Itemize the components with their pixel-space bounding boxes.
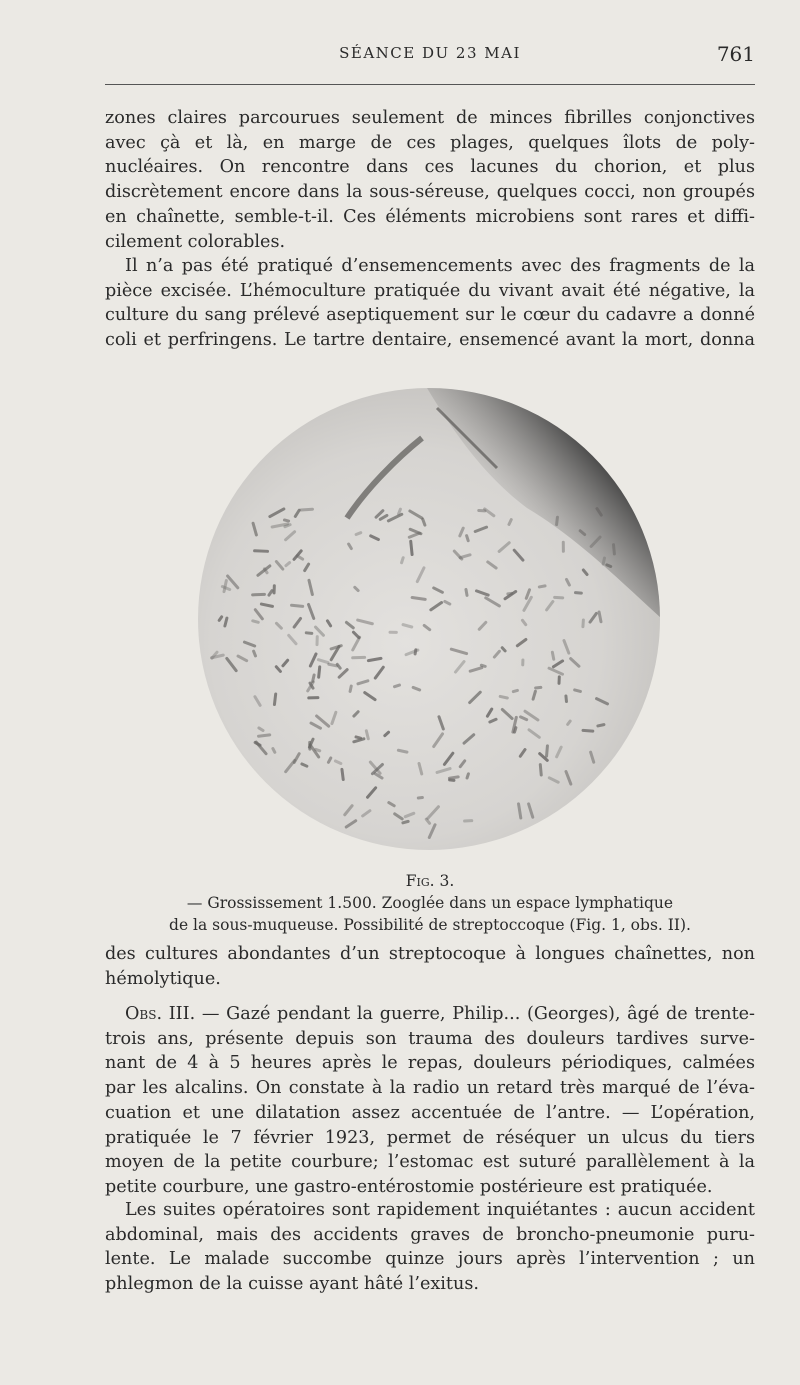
paragraph-5 [105,1198,755,1297]
bacterium-mark [449,777,458,778]
bacterium-mark [557,517,558,524]
text-line: moyen de la petite courbure; l’estomac est suturé parallèlement à la [105,1152,755,1173]
text-line: en chaînette, semble-t-il. Ces éléments microbiens sont rares et diffi- [105,206,755,227]
page-number: 761 [716,42,755,66]
text-line: phlegmon de la cuisse ayant hâté l’exitus. [105,1274,479,1295]
bacterium-mark [467,774,468,778]
bacterium-mark [329,664,337,666]
text-line: cuation et une dilatation assez accentuée de l’antre. — L’opération, [105,1102,755,1123]
bacterium-mark [253,621,259,622]
text-line: pièce excisée. L’hémoculture pratiquée du vivant avait été négative, la [105,280,755,301]
bacterium-mark [466,589,467,595]
bacterium-mark [598,725,604,726]
bacterium-mark [284,520,288,521]
bacterium-mark [603,558,604,564]
text-line: coli et perfringens. Le tartre dentaire, ensemencé avant la mort, donna [105,330,755,351]
bacterium-mark [575,690,581,692]
bacterium-mark [328,758,330,762]
bacterium-mark [500,696,507,698]
bacterium-mark [274,694,275,705]
bacterium-mark [547,746,548,756]
text-line: nucléaires. On rencontre dans ces lacunes du chorion, et plus [105,157,755,178]
bacterium-mark [366,731,368,739]
figure-label: Fig. 3. [405,872,455,890]
header-rule [105,84,755,85]
text-line: cilement colorables. [105,231,286,252]
running-title: SÉANCE DU 23 MAI [339,44,521,62]
bacterium-mark [568,721,571,724]
page-header [105,44,755,74]
bacterium-mark [583,730,593,731]
text-line: petite courbure, une gastro-entérostomie postérieure est pratiquée. [105,1176,713,1197]
bacterium-mark [259,735,270,736]
text-line: avec çà et là, en marge de ces plages, quelques îlots de poly- [105,132,755,153]
bacterium-mark [255,551,268,552]
text-line: zones claires parcourues seulement de minces fibrilles conjonctives [105,108,755,128]
bacterium-mark [350,686,351,691]
text-line: abdominal, mais des accidents graves de broncho-pneumonie puru- [105,1224,755,1245]
text-line: par les alcalins. On constate à la radio un retard très marqué de l’éva- [105,1078,755,1099]
text-line: nant de 4 à 5 heures après le repas, douleurs périodiques, calmées [105,1053,755,1074]
text-line: Il n’a pas été pratiqué d’ensemencements avec des fragments de la [125,256,755,276]
caption-line-1 [105,870,755,914]
bacterium-mark [219,617,221,620]
bacterium-mark [423,519,425,525]
bacterium-mark [225,618,227,626]
bacterium-mark [599,612,601,622]
text-line: pratiquée le 7 février 1923, permet de réséquer un ulcus du tiers [105,1127,755,1148]
micrograph-image [197,388,661,850]
bacterium-mark [398,750,407,752]
observation-paragraph [105,1002,755,1200]
bacterium-mark [607,565,611,567]
bacterium-mark [502,648,505,651]
bacterium-mark [509,520,511,525]
text-line: hémolytique. [105,968,221,989]
paragraph-3 [105,942,755,991]
bacterium-mark [415,650,416,654]
bacterium-mark [539,586,545,587]
bacterium-mark [481,665,485,666]
bacterium-mark [394,685,399,687]
text-line: discrètement encore dans la sous-séreuse, quelques cocci, non groupés [105,182,755,203]
bacterium-mark [411,541,412,554]
bacterium-mark [356,533,361,535]
text-line [105,1002,755,1027]
bacterium-mark [273,749,275,753]
bacterium-mark [356,737,361,738]
text-line: trois ans, présente depuis son trauma des douleurs tardives surve- [105,1028,755,1049]
bacterium-mark [540,765,541,775]
bacterium-mark [403,821,408,822]
caption-text-1: — Grossissement 1.500. Zooglée dans un espace lymphatique [186,894,674,912]
bacterium-mark [399,509,401,514]
bacterium-mark [253,594,265,595]
observation-text: — Gazé pendant la guerre, Philip... (Georges), âgé de trente- [195,1004,756,1024]
paragraph-2 [105,254,755,353]
bacterium-mark [292,605,303,606]
bacterium-mark [254,651,256,656]
bacterium-mark [614,545,615,554]
text-line: lente. Le malade succombe quinze jours après l’intervention ; un [105,1249,755,1270]
paragraph-1 [105,106,755,254]
bacterium-mark [412,597,425,599]
figure-caption [105,870,755,936]
bacterium-mark [467,536,469,541]
bacterium-mark [513,690,517,691]
text-line: culture du sang prélevé aseptiquement sur le cœur du cadavre a donné [105,305,755,326]
bacterium-mark [306,633,311,634]
bacterium-mark [316,749,320,750]
bacterium-mark [302,764,307,766]
bacterium-mark [301,509,312,510]
bacterium-mark [342,769,343,779]
text-line: Les suites opératoires sont rapidement inquiétantes : aucun accident [125,1200,755,1220]
micrograph-figure [197,388,661,850]
bacterium-mark [319,667,320,677]
caption-line-2: de la sous-muqueuse. Possibilité de streptoccoque (Fig. 1, obs. II). [169,916,691,934]
bacterium-mark [552,652,553,659]
bacterium-mark [285,525,290,527]
text-line: des cultures abondantes d’un streptocoque à longues chaînettes, non [105,944,755,964]
bacterium-mark [536,687,541,688]
bacterium-mark [566,696,567,701]
bacterium-mark [402,558,404,563]
observation-label: Obs. III. [125,1004,196,1024]
